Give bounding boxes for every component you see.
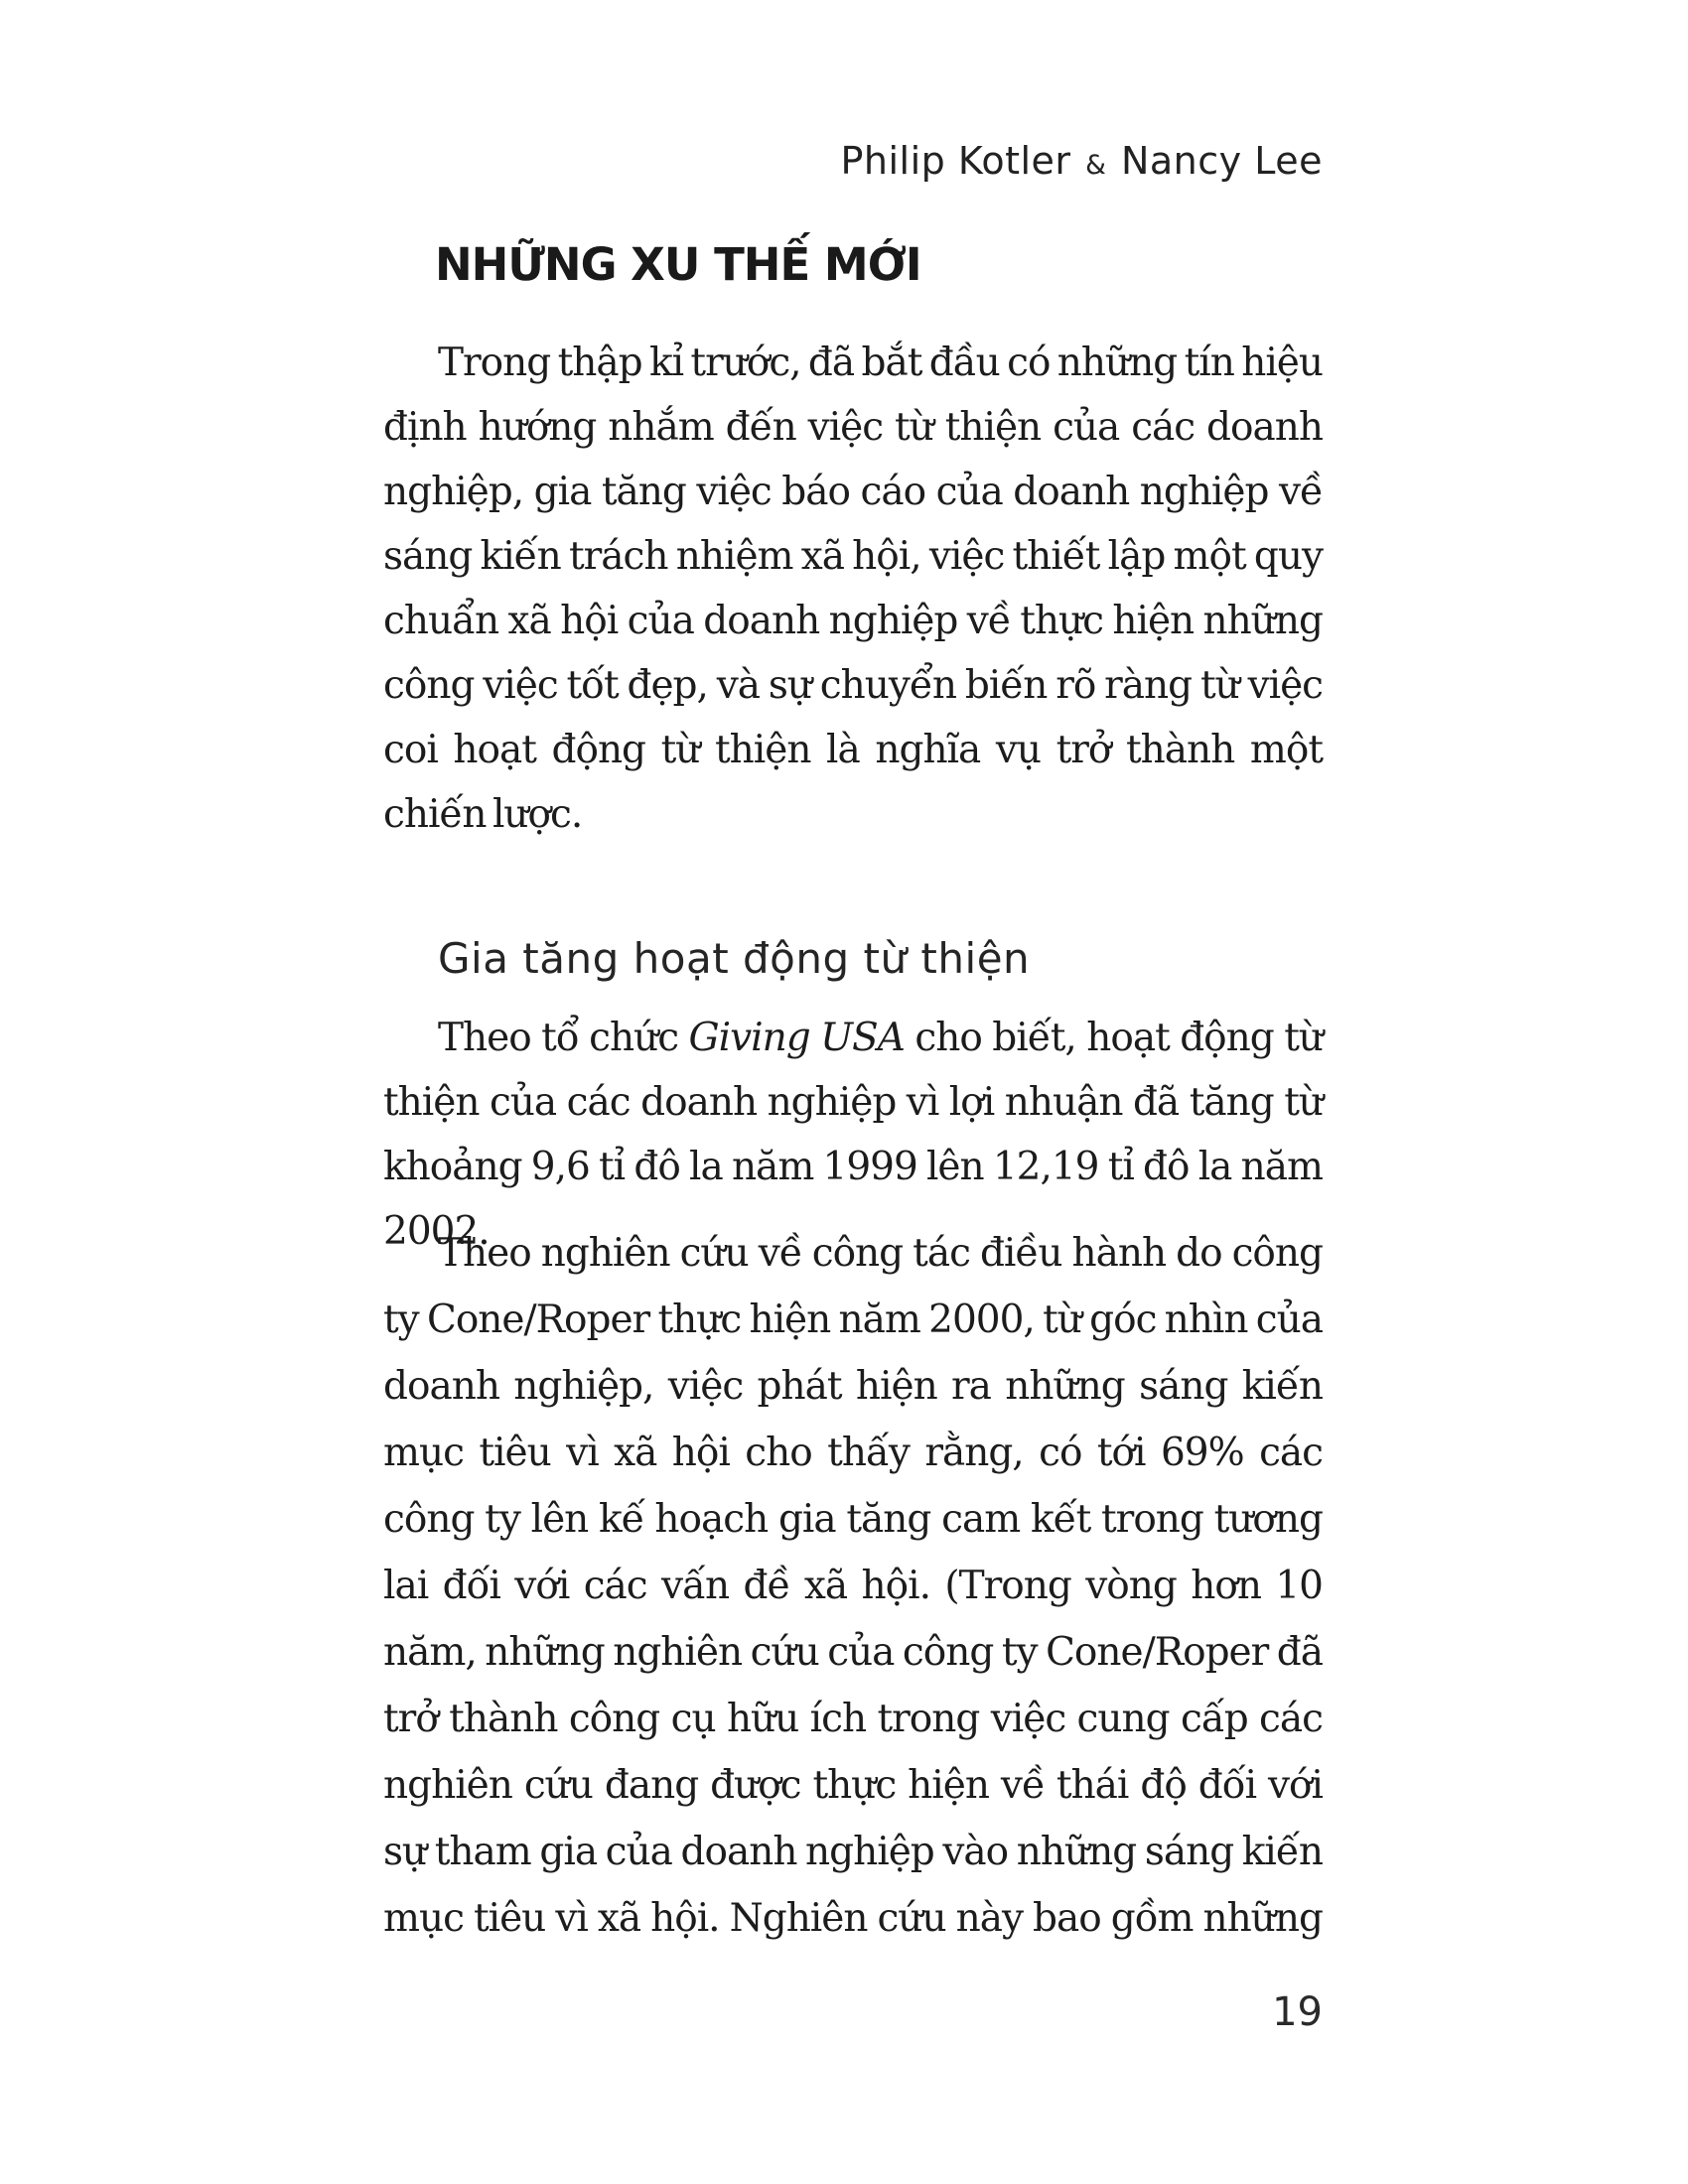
text-line: mục tiêu vì xã hội. Nghiên cứu này bao gồm những [383,1896,1323,1941]
paragraph [383,1220,1323,1952]
page-number: 19 [1272,1989,1323,2035]
section-heading: NHỮNG XU THẾ MỚI [435,238,921,291]
text-line: khoảng 9,6 tỉ đô la năm 1999 lên 12,19 tỉ đô la năm 2002. [383,1145,1323,1254]
text-line: chiến lược. [383,792,583,837]
text-line: sáng kiến trách nhiệm xã hội, việc thiết lập một quy [383,534,1323,579]
text-line: nghiệp, gia tăng việc báo cáo của doanh nghiệp về [383,470,1323,514]
text-line: công việc tốt đẹp, và sự chuyển biến rõ ràng từ việc [383,663,1323,708]
text-line: Trong thập kỉ trước, đã bắt đầu có những tín hiệu [438,341,1323,385]
text-line: định hướng nhắm đến việc từ thiện của các doanh [383,405,1323,450]
text-line: doanh nghiệp, việc phát hiện ra những sáng kiến [383,1364,1323,1409]
text-segment: Theo tổ chức [438,1016,689,1060]
text-line [383,1006,1323,1070]
text-line: công ty lên kế hoạch gia tăng cam kết trong tương [383,1497,1323,1542]
subheading-text: Gia tăng hoạt động từ thiện [438,934,1031,983]
subheading [383,926,1323,991]
text-line: mục tiêu vì xã hội cho thấy rằng, có tới 69% các [383,1431,1323,1475]
text-line: sự tham gia của doanh nghiệp vào những sáng kiến [383,1830,1323,1874]
text-line: lai đối với các vấn đề xã hội. (Trong vòng hơn 10 [383,1564,1323,1608]
text-segment: cho biết, hoạt động từ [904,1016,1323,1060]
italic-text-segment: Giving USA [688,1016,905,1060]
text-line: nghiên cứu đang được thực hiện về thái độ đối với [383,1763,1323,1808]
running-head-authors: Philip Kotler & Nancy Lee [840,139,1323,183]
ampersand: & [1085,150,1107,181]
text-line: chuẩn xã hội của doanh nghiệp về thực hiện những [383,599,1323,643]
text-line: trở thành công cụ hữu ích trong việc cung cấp các [383,1697,1323,1741]
text-line: năm, những nghiên cứu của công ty Cone/Roper đã [383,1630,1323,1675]
text-line: Theo nghiên cứu về công tác điều hành do công [438,1231,1323,1276]
text-line: ty Cone/Roper thực hiện năm 2000, từ góc nhìn của [383,1297,1323,1342]
paragraph [383,331,1323,847]
text-line: thiện của các doanh nghiệp vì lợi nhuận đã tăng từ [383,1080,1323,1125]
text-line: coi hoạt động từ thiện là nghĩa vụ trở thành một [383,728,1323,772]
